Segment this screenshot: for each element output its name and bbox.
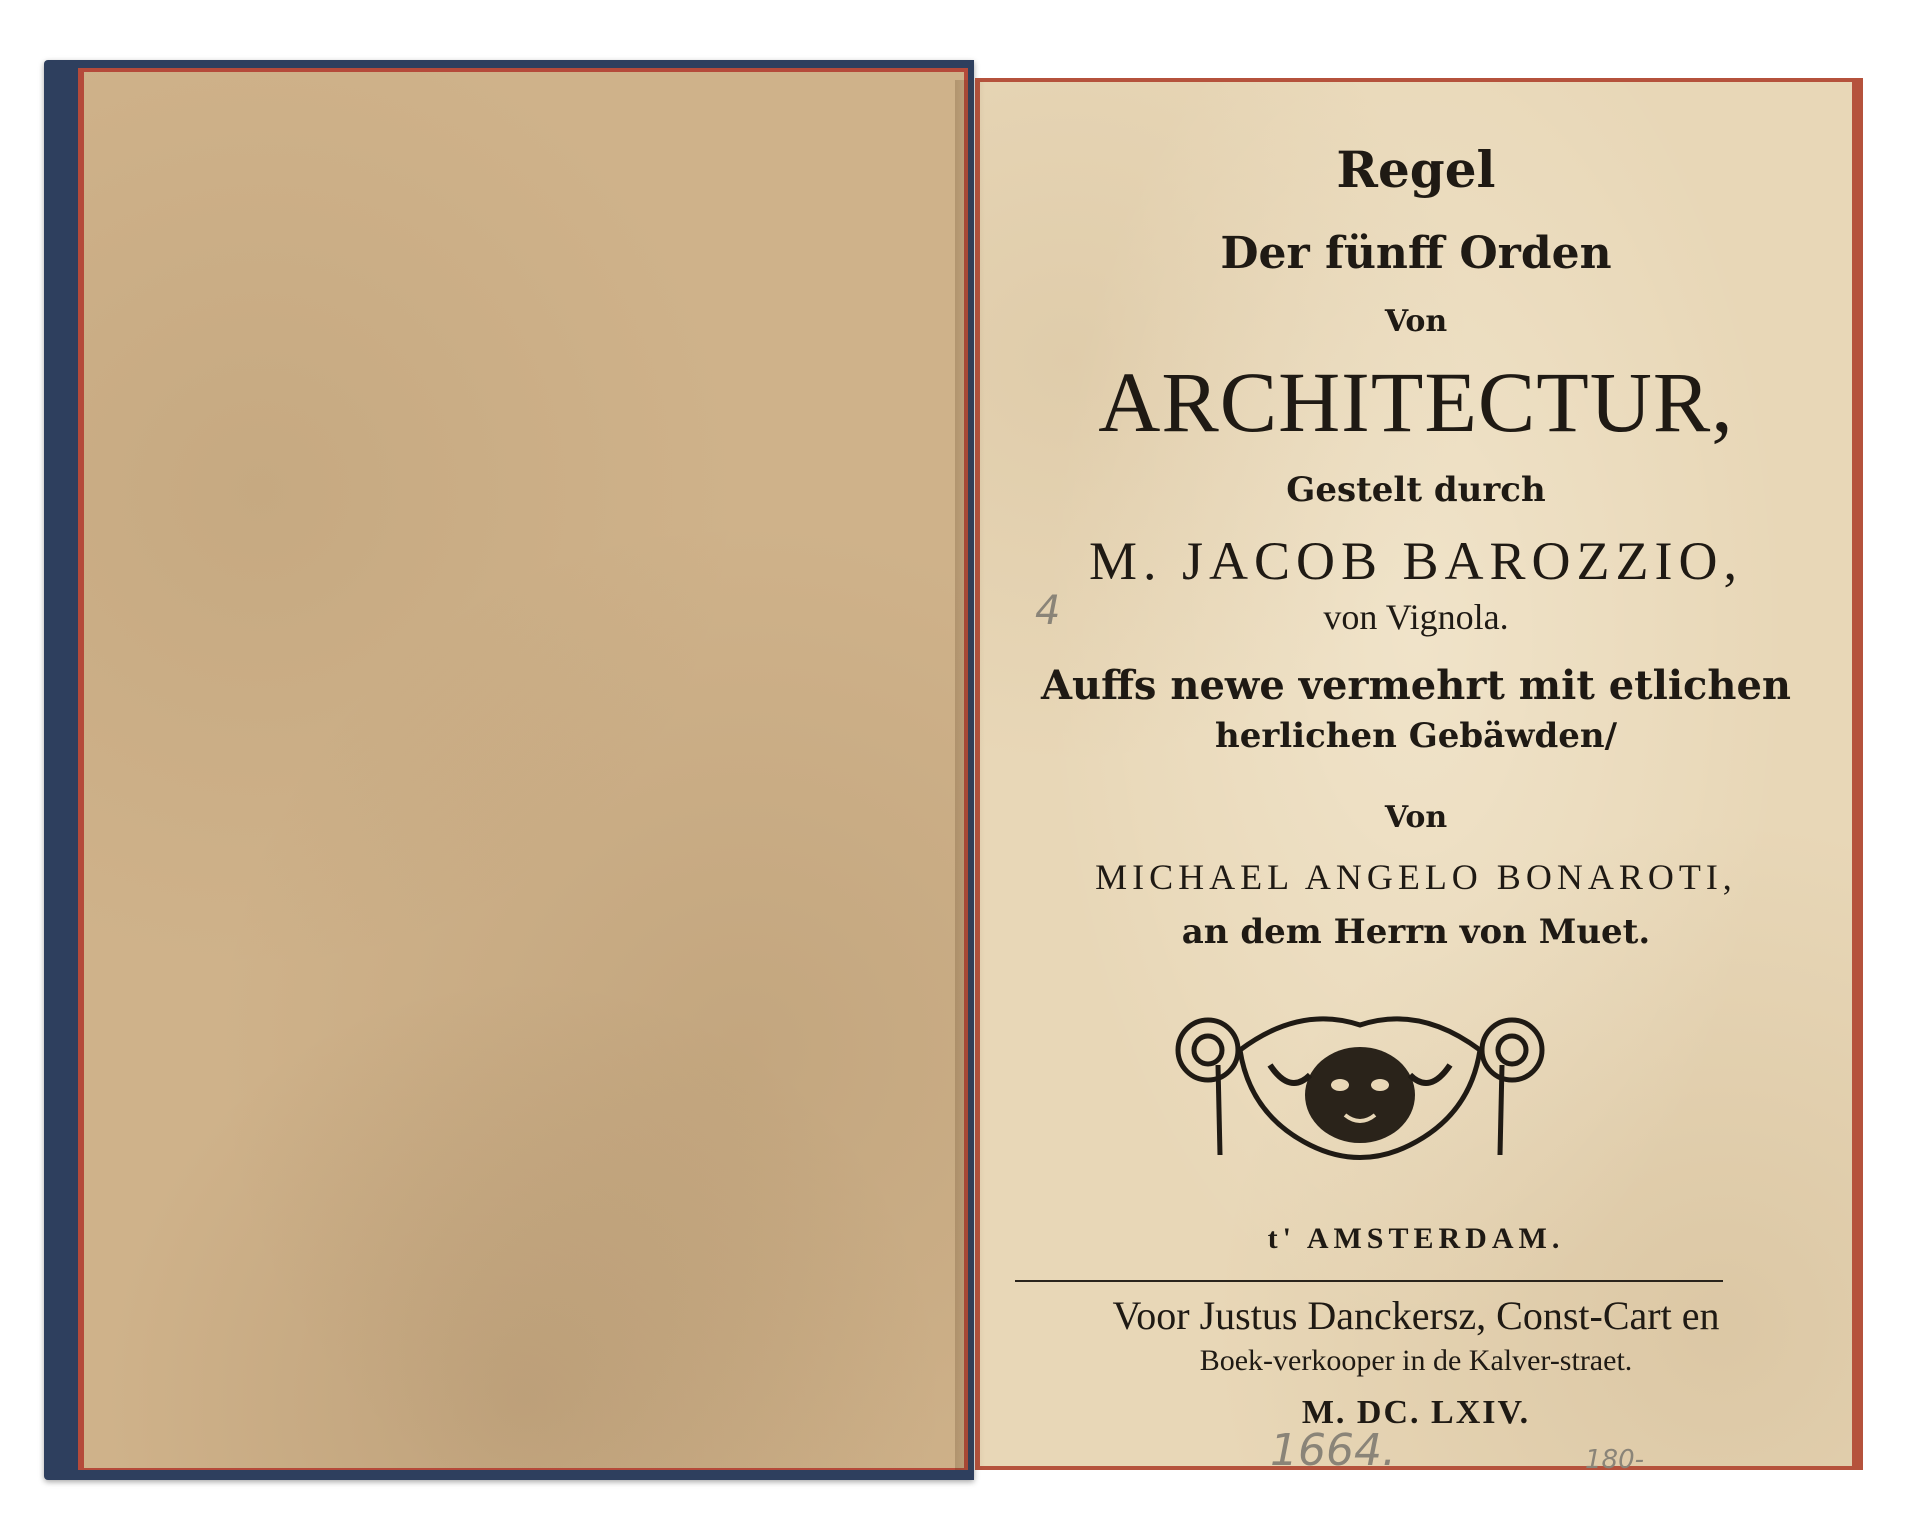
book-gutter <box>955 80 985 1470</box>
title-line-von-2: Von <box>1384 800 1448 835</box>
title-line-regel: Regel <box>1336 140 1496 199</box>
imprint-rule <box>1015 1280 1723 1282</box>
pencil-margin-mark: 4 <box>1035 588 1061 634</box>
title-line-gestelt: Gestelt durch <box>1286 470 1546 510</box>
left-blank-page <box>84 72 964 1468</box>
title-line-author: M. JACOB BAROZZIO, <box>1088 531 1744 591</box>
place-line: t' AMSTERDAM. <box>1267 1222 1565 1255</box>
title-line-orden: Der fünff Orden <box>1220 228 1612 279</box>
imprint-line-2: Boek-verkooper in de Kalver-straet. <box>1199 1344 1633 1377</box>
title-line-gebawden: herlichen Gebäwden/ <box>1215 716 1617 756</box>
title-line-bonaroti: MICHAEL ANGELO BONAROTI, <box>1095 857 1737 897</box>
title-line-vermehrt: Auffs newe vermehrt mit etlichen <box>1040 662 1792 709</box>
title-line-von: Von <box>1384 304 1448 339</box>
pencil-corner-note: 180- <box>1585 1445 1645 1475</box>
date-line: M. DC. LXIV. <box>1301 1394 1531 1431</box>
imprint-line-1: Voor Justus Danckersz, Const-Cart en <box>1112 1293 1720 1338</box>
title-page <box>980 82 1852 1466</box>
grotesque-mask-cartouche-icon <box>1160 1005 1560 1175</box>
pencil-year-note: 1664. <box>1270 1425 1396 1476</box>
title-line-architectur: ARCHITECTUR, <box>1098 354 1734 450</box>
title-line-vignola: von Vignola. <box>1323 597 1509 637</box>
title-line-muet: an dem Herrn von Muet. <box>1181 912 1651 952</box>
